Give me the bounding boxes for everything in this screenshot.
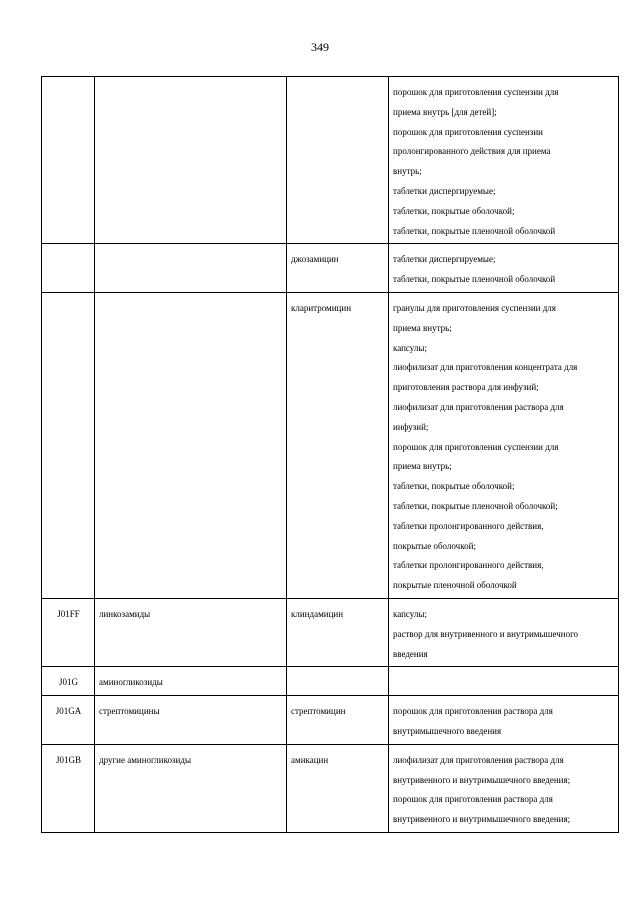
dosage-form-line: приема внутрь; <box>393 322 452 333</box>
dosage-form-line: лиофилизат для приготовления концентрата для <box>393 362 578 373</box>
dosage-form-line: лиофилизат для приготовления раствора для <box>393 401 564 412</box>
dosage-form-line: пролонгированного действия для приема <box>393 146 551 157</box>
dosage-form-line: порошок для приготовления суспензии для <box>393 441 559 452</box>
table-row <box>42 696 619 745</box>
dosage-form-line: внутримышечного введения <box>393 725 502 736</box>
table-row <box>42 77 619 244</box>
dosage-form-line: капсулы; <box>393 342 427 353</box>
group-name-cell <box>95 77 287 244</box>
group-name-cell: аминогликозиды <box>95 667 287 696</box>
dosage-forms-cell <box>389 696 619 745</box>
inn-cell <box>287 77 389 244</box>
table-body <box>42 77 619 833</box>
atc-code-cell: J01GA <box>42 696 95 745</box>
dosage-form-line: гранулы для приготовления суспензии для <box>393 302 556 313</box>
dosage-forms-cell <box>389 667 619 696</box>
dosage-form-line: лиофилизат для приготовления раствора для <box>393 754 564 765</box>
inn-cell: кларитромицин <box>287 292 389 598</box>
atc-code-cell <box>42 77 95 244</box>
dosage-forms-cell <box>389 77 619 244</box>
dosage-form-line: раствор для внутривенного и внутримышечного <box>393 628 579 639</box>
group-name-cell: стрептомицины <box>95 696 287 745</box>
dosage-forms-cell <box>389 744 619 832</box>
group-name-cell <box>95 292 287 598</box>
atc-code-cell <box>42 292 95 598</box>
dosage-form-line: порошок для приготовления раствора для <box>393 794 553 805</box>
dosage-form-line: таблетки диспергируемые; <box>393 185 496 196</box>
dosage-forms-cell <box>389 244 619 293</box>
group-name-cell <box>95 244 287 293</box>
inn-cell: джозамицин <box>287 244 389 293</box>
inn-cell: стрептомицин <box>287 696 389 745</box>
dosage-form-line: таблетки, покрытые пленочной оболочкой; <box>393 500 558 511</box>
dosage-form-line: покрытые пленочной оболочкой <box>393 580 517 591</box>
group-name-cell: линкозамиды <box>95 598 287 666</box>
group-name-cell: другие аминогликозиды <box>95 744 287 832</box>
table-row <box>42 292 619 598</box>
dosage-form-line: таблетки, покрытые оболочкой; <box>393 205 515 216</box>
dosage-form-line: порошок для приготовления суспензии <box>393 126 543 137</box>
dosage-form-line: приема внутрь; <box>393 461 452 472</box>
dosage-form-line: внутрь; <box>393 166 422 177</box>
dosage-form-line: порошок для приготовления суспензии для <box>393 87 559 97</box>
atc-code-cell: J01G <box>42 667 95 696</box>
dosage-form-line: таблетки, покрытые пленочной оболочкой <box>393 225 556 236</box>
dosage-form-line: капсулы; <box>393 608 427 619</box>
dosage-form-line: таблетки, покрытые оболочкой; <box>393 481 515 492</box>
dosage-form-line: порошок для приготовления раствора для <box>393 706 553 717</box>
dosage-form-line: покрытые оболочкой; <box>393 540 476 551</box>
dosage-form-line: таблетки, покрытые пленочной оболочкой <box>393 274 556 285</box>
inn-cell: клиндамицин <box>287 598 389 666</box>
dosage-form-line: введения <box>393 648 428 659</box>
dosage-forms-cell <box>389 598 619 666</box>
table-row <box>42 744 619 832</box>
dosage-form-line: внутривенного и внутримышечного введения; <box>393 814 571 825</box>
drug-table <box>41 76 619 833</box>
table-row <box>42 244 619 293</box>
dosage-form-line: таблетки диспергируемые; <box>393 254 496 265</box>
atc-code-cell: J01FF <box>42 598 95 666</box>
dosage-form-line: таблетки пролонгированного действия, <box>393 520 544 531</box>
atc-code-cell: J01GB <box>42 744 95 832</box>
inn-cell <box>287 667 389 696</box>
dosage-form-line: таблетки пролонгированного действия, <box>393 560 544 571</box>
page-number: 349 <box>311 40 329 54</box>
table-row <box>42 598 619 666</box>
dosage-form-line: внутривенного и внутримышечного введения; <box>393 774 571 785</box>
inn-cell: амикацин <box>287 744 389 832</box>
dosage-form-line: приема внутрь [для детей]; <box>393 106 497 117</box>
table-row <box>42 667 619 696</box>
dosage-forms-cell <box>389 292 619 598</box>
dosage-form-line: приготовления раствора для инфузий; <box>393 382 539 393</box>
dosage-form-line: инфузий; <box>393 421 429 432</box>
atc-code-cell <box>42 244 95 293</box>
